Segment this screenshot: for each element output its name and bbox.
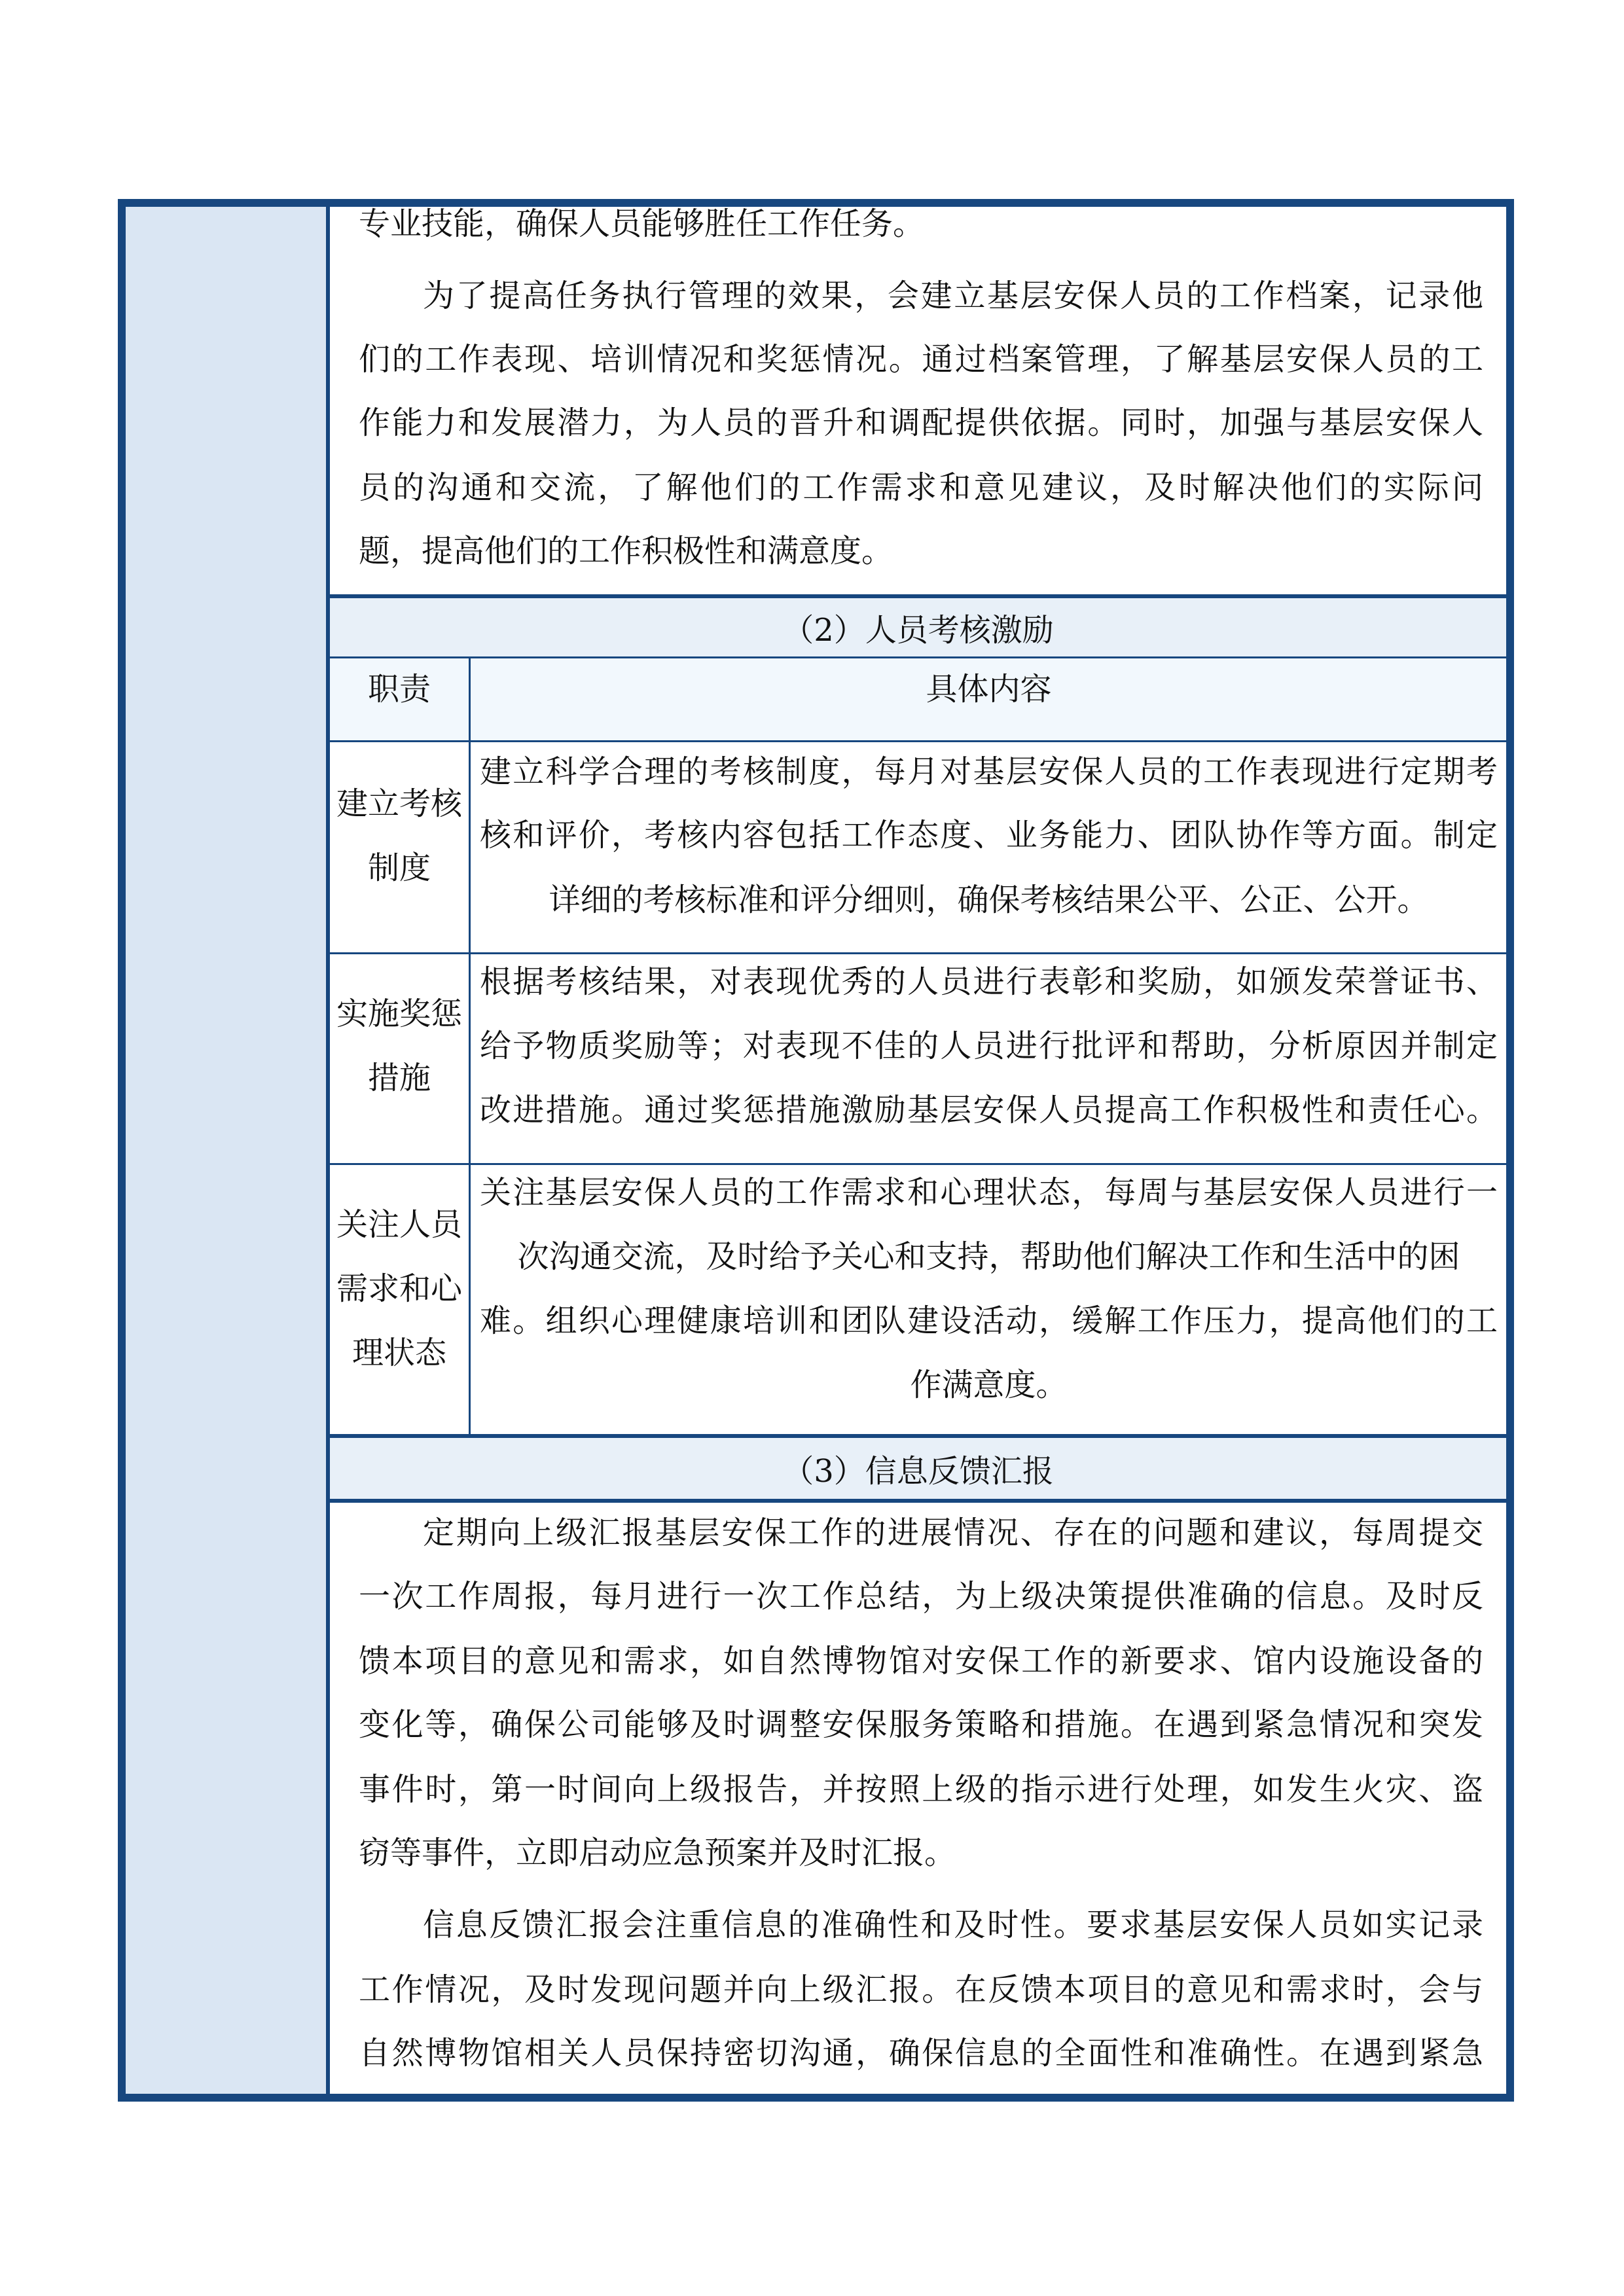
text-line: 难。组织心理健康培训和团队建设活动，缓解工作压力，提高他们的工 — [480, 1302, 1498, 1339]
left-category-column — [126, 207, 330, 2094]
label-line: 实施奖惩 — [336, 996, 462, 1032]
label-line: 理状态 — [352, 1335, 446, 1371]
text-line: 馈本项目的意见和需求，如自然博物馆对安保工作的新要求、馆内设施设备的 — [359, 1643, 1483, 1679]
text-line: 作满意度。 — [910, 1367, 1068, 1403]
text-line: 工作情况，及时发现问题并向上级汇报。在反馈本项目的意见和需求时，会与 — [359, 1971, 1483, 2008]
text-line: 改进措施。通过奖惩措施激励基层安保人员提高工作积极性和责任心。 — [480, 1092, 1498, 1128]
text-line: 次沟通交流，及时给予关心和支持，帮助他们解决工作和生活中的困 — [517, 1238, 1460, 1275]
text-line: 定期向上级汇报基层安保工作的进展情况、存在的问题和建议，每周提交 — [423, 1515, 1483, 1551]
text-line: 作能力和发展潜力，为人员的晋升和调配提供依据。同时，加强与基层安保人 — [359, 404, 1483, 441]
section-title: （2）人员考核激励 — [782, 612, 1054, 649]
text-line: 给予物质奖励等；对表现不佳的人员进行批评和帮助，分析原因并制定 — [480, 1028, 1498, 1064]
column-header-duty: 职责 — [367, 671, 431, 708]
label-line: 关注人员 — [336, 1206, 462, 1243]
text-line: 为了提高任务执行管理的效果，会建立基层安保人员的工作档案，记录他 — [423, 278, 1483, 314]
text-line: 窃等事件，立即启动应急预案并及时汇报。 — [359, 1835, 956, 1871]
text-line: 一次工作周报，每月进行一次工作总结，为上级决策提供准确的信息。及时反 — [359, 1578, 1483, 1615]
section-header-feedback — [330, 1434, 1506, 1503]
label-line: 需求和心 — [336, 1270, 462, 1307]
row-label-assessment-system — [330, 772, 469, 900]
section-header-assessment — [330, 594, 1506, 660]
label-line: 建立考核 — [336, 785, 462, 822]
text-line: 自然博物馆相关人员保持密切沟通，确保信息的全面性和准确性。在遇到紧急 — [359, 2035, 1483, 2072]
row-label-personnel-needs — [330, 1193, 469, 1385]
text-line: 专业技能，确保人员能够胜任工作任务。 — [359, 206, 925, 242]
label-line: 制度 — [367, 850, 431, 886]
text-line: 员的沟通和交流，了解他们的工作需求和意见建议，及时解决他们的实际问 — [359, 469, 1483, 506]
row-label-rewards-penalties — [330, 982, 469, 1110]
text-line: 详细的考核标准和评分细则，确保考核结果公平、公正、公开。 — [549, 882, 1429, 918]
text-line: 变化等，确保公司能够及时调整安保服务策略和措施。在遇到紧急情况和突发 — [359, 1706, 1483, 1743]
column-divider — [469, 658, 471, 1436]
text-line: 们的工作表现、培训情况和奖惩情况。通过档案管理，了解基层安保人员的工 — [359, 341, 1483, 378]
label-line: 措施 — [367, 1060, 431, 1096]
text-line: 根据考核结果，对表现优秀的人员进行表彰和奖励，如颁发荣誉证书、 — [480, 963, 1498, 1000]
text-line: 信息反馈汇报会注重信息的准确性和及时性。要求基层安保人员如实记录 — [423, 1907, 1483, 1943]
text-line: 题，提高他们的工作积极性和满意度。 — [359, 533, 893, 569]
text-line: 事件时，第一时间向上级报告，并按照上级的指示进行处理，如发生火灾、盗 — [359, 1771, 1483, 1808]
section-title: （3）信息反馈汇报 — [782, 1453, 1054, 1490]
text-line: 关注基层安保人员的工作需求和心理状态，每周与基层安保人员进行一 — [480, 1174, 1498, 1211]
text-line: 核和评价，考核内容包括工作态度、业务能力、团队协作等方面。制定 — [480, 817, 1498, 853]
text-line: 建立科学合理的考核制度，每月对基层安保人员的工作表现进行定期考 — [480, 753, 1498, 790]
column-header-content: 具体内容 — [926, 671, 1052, 708]
